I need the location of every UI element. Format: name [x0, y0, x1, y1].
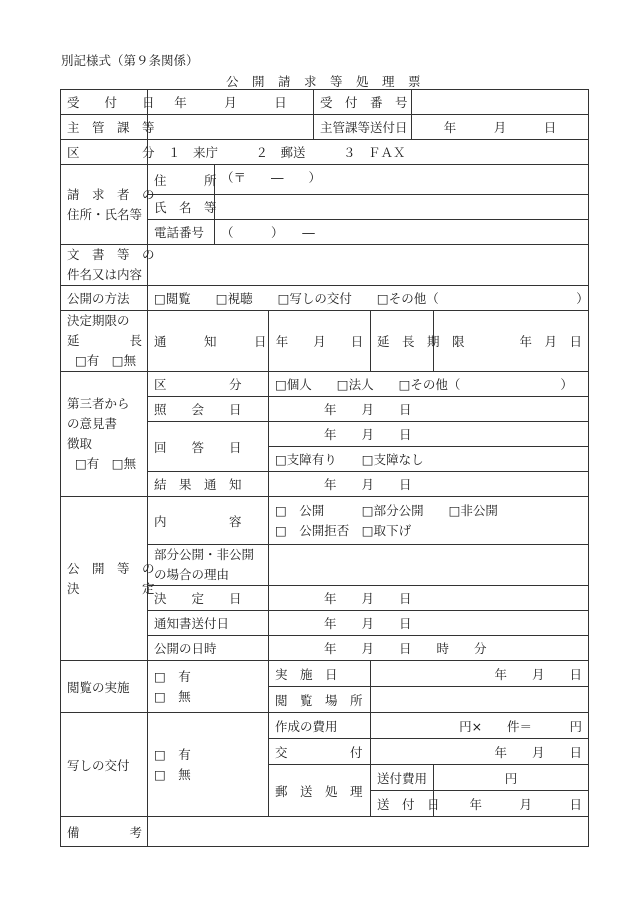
third-party-label — [61, 372, 148, 497]
copy-fee-value[interactable]: 円 — [434, 765, 589, 791]
extension-label-line1: 決定期限の — [67, 313, 130, 328]
receipt-date-label: 受 付 日 — [61, 90, 148, 115]
requester-label — [61, 165, 155, 245]
result-notice-date[interactable]: 年 月 日 — [269, 472, 589, 497]
answer-date-label: 回 答 日 — [148, 422, 269, 472]
decision-reason-value[interactable] — [269, 545, 589, 586]
extension-label-line3: □有 □無 — [75, 353, 137, 368]
decision-content-label: 内 容 — [148, 497, 269, 545]
open-datetime-value[interactable]: 年 月 日 時 分 — [269, 636, 589, 661]
dept-value[interactable] — [148, 115, 314, 140]
extension-notice-date[interactable]: 年 月 日 — [269, 311, 371, 372]
decision-content-value[interactable] — [269, 497, 589, 545]
receipt-number-label: 受 付 番 号 — [314, 90, 412, 115]
answer-date-value[interactable]: 年 月 日 — [269, 422, 589, 447]
copy-issue-date[interactable]: 年 月 日 — [371, 739, 589, 765]
inspection-opt-no[interactable]: □ 無 — [154, 688, 191, 704]
name-label: 氏 名 等 — [148, 195, 215, 220]
inspection-date-label: 実 施 日 — [269, 661, 371, 687]
decision-label — [61, 497, 155, 661]
decision-label-line2: 決 定 — [67, 580, 155, 596]
document-label-line2: 件名又は内容 — [67, 267, 143, 282]
document-label — [61, 245, 155, 286]
address-label: 住 所 — [148, 165, 215, 195]
decision-reason-line1: 部分公開・非公開 — [154, 547, 255, 562]
dept-send-date-value[interactable]: 年 月 日 — [412, 115, 589, 140]
phone-label: 電話番号 — [148, 220, 215, 245]
inquiry-date-value[interactable]: 年 月 日 — [269, 397, 589, 422]
inquiry-date-label: 照 会 日 — [148, 397, 269, 422]
copy-opt-no[interactable]: □ 無 — [154, 766, 191, 782]
copy-opt-yes[interactable]: □ 有 — [154, 746, 191, 762]
receipt-date-value[interactable]: 年 月 日 — [148, 90, 314, 115]
document-value[interactable] — [148, 245, 589, 286]
copy-send-date[interactable]: 年 月 日 — [434, 791, 589, 817]
decision-label-line1: 公 開 等 の — [67, 560, 155, 576]
processing-form-table — [60, 89, 589, 847]
form-title: 公 開 請 求 等 処 理 票 — [225, 74, 421, 89]
method-value[interactable]: □閲覧 □視聴 □写しの交付 □その他（ ） — [148, 286, 589, 311]
extension-period-date[interactable]: 年 月 日 — [434, 311, 589, 372]
inspection-date-value[interactable]: 年 月 日 — [371, 661, 589, 687]
third-party-label-line3: 徴取 — [67, 436, 93, 451]
extension-label-line2: 延 長 — [67, 333, 143, 348]
copy-label: 写しの交付 — [61, 713, 148, 817]
third-kubun-value[interactable]: □個人 □法人 □その他（ ） — [269, 372, 589, 397]
inspection-label: 閲覧の実施 — [61, 661, 148, 713]
decision-content-line1: □ 公開 □部分公開 □非公開 — [275, 502, 498, 518]
notice-send-date-value[interactable]: 年 月 日 — [269, 611, 589, 636]
decision-reason-label — [148, 545, 269, 586]
inspection-options[interactable] — [148, 661, 269, 713]
remarks-label: 備 考 — [61, 817, 148, 847]
kubun-label: 区 分 — [61, 140, 148, 165]
dept-label: 主 管 課 等 — [61, 115, 148, 140]
inspection-place-label: 閲 覧 場 所 — [269, 687, 371, 713]
copy-fee-label: 送付費用 — [371, 765, 434, 791]
result-notice-label: 結 果 通 知 — [148, 472, 269, 497]
receipt-number-value[interactable] — [412, 90, 589, 115]
form-header: 別記様式（第９条関係） — [61, 53, 199, 68]
copy-cost-value[interactable]: 円× 件＝ 円 — [371, 713, 589, 739]
kubun-value[interactable]: １ 来庁 ２ 郵送 ３ ＦＡＸ — [148, 140, 589, 165]
method-label: 公開の方法 — [61, 286, 148, 311]
decision-date-value[interactable]: 年 月 日 — [269, 586, 589, 611]
copy-options[interactable] — [148, 713, 269, 817]
extension-notice-label: 通 知 日 — [148, 311, 269, 372]
notice-send-date-label: 通知書送付日 — [148, 611, 269, 636]
open-datetime-label: 公開の日時 — [148, 636, 269, 661]
inspection-place-value[interactable] — [371, 687, 589, 713]
third-kubun-label: 区 分 — [148, 372, 269, 397]
requester-label-line2: 住所・氏名等 — [67, 206, 143, 222]
copy-send-label: 送 付 日 — [371, 791, 434, 817]
inspection-opt-yes[interactable]: □ 有 — [154, 668, 191, 684]
phone-value[interactable]: （ ） ― — [215, 220, 589, 245]
extension-label — [61, 311, 148, 372]
copy-mail-label: 郵 送 処 理 — [269, 765, 371, 817]
remarks-value[interactable] — [148, 817, 589, 847]
decision-reason-line2: の場合の理由 — [154, 567, 230, 582]
copy-cost-label: 作成の費用 — [269, 713, 371, 739]
third-party-label-line4: □有 □無 — [75, 456, 137, 471]
decision-content-line2: □ 公開拒否 □取下げ — [275, 522, 412, 538]
document-label-line1: 文 書 等 の — [67, 247, 155, 262]
third-party-label-line1: 第三者から — [67, 396, 130, 411]
name-value[interactable] — [215, 195, 589, 220]
address-value[interactable]: （〒 ― ） — [215, 165, 589, 195]
decision-date-label: 決 定 日 — [148, 586, 269, 611]
dept-send-date-label: 主管課等送付日 — [314, 115, 412, 140]
third-party-label-line2: の意見書 — [67, 416, 118, 431]
copy-issue-label: 交 付 — [269, 739, 371, 765]
requester-label-line1: 請 求 者 の — [67, 186, 155, 202]
extension-period-label: 延 長 期 限 — [371, 311, 434, 372]
answer-options[interactable]: □支障有り □支障なし — [269, 447, 589, 472]
